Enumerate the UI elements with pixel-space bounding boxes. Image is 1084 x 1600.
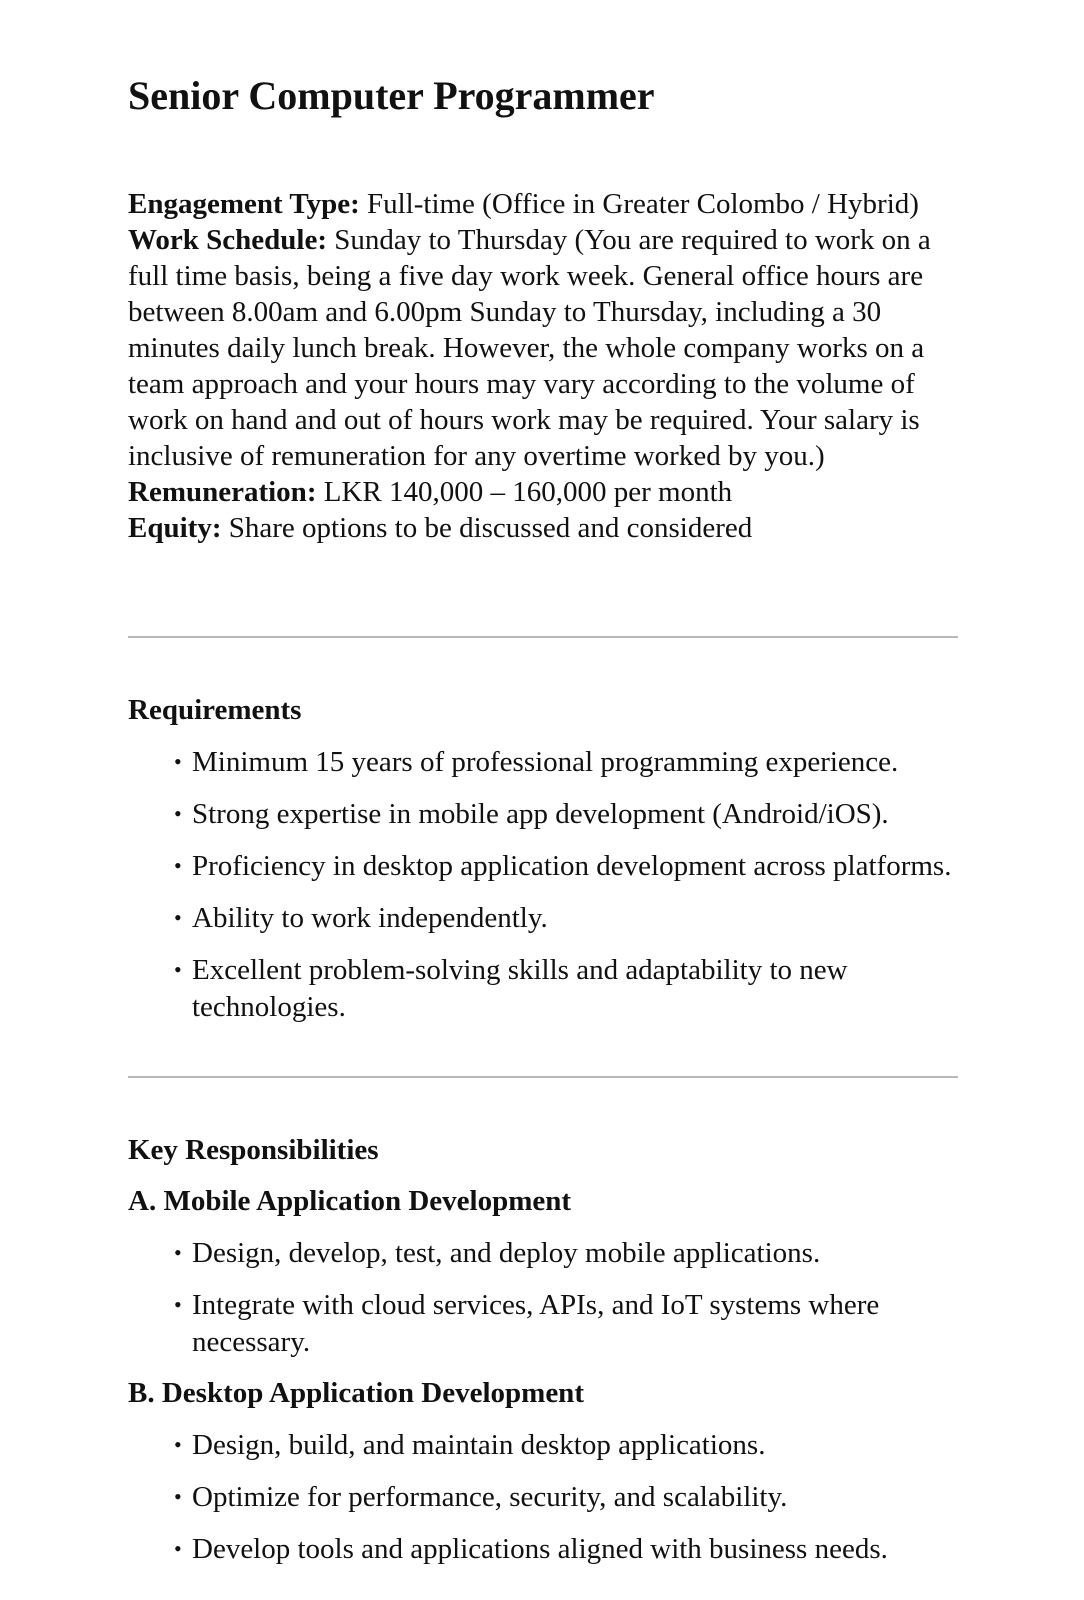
list-item [158, 795, 968, 833]
responsibilities-heading: Key Responsibilities [128, 1134, 379, 1166]
section-divider [128, 636, 958, 638]
list-item-text: Excellent problem-solving skills and adaptability to new technologies. [192, 954, 848, 1023]
list-item [158, 743, 968, 781]
list-item [158, 1530, 968, 1568]
equity [128, 510, 958, 546]
work-schedule-value: Sunday to Thursday (You are required to work on a full time basis, being a five day work week. General office hours are between 8.00am and 6.00pm Sunday to Thursday, including a 30 minutes daily lunch break. However, the whole company works on a team approach and your hours may vary according to the volume of work on hand and out of hours work may be required. Your salary is inclusive of remuneration for any overtime worked by you.) [128, 224, 931, 472]
list-item [158, 1426, 968, 1464]
list-item-text: Design, build, and maintain desktop applications. [192, 1429, 766, 1461]
list-item-text: Ability to work independently. [192, 902, 548, 934]
bullet-icon: • [174, 905, 182, 930]
list-item-text: Minimum 15 years of professional programming experience. [192, 746, 899, 778]
bullet-icon: • [174, 749, 182, 774]
equity-label: Equity: [128, 512, 222, 544]
remuneration [128, 474, 958, 510]
list-item-text: Design, develop, test, and deploy mobile applications. [192, 1237, 821, 1269]
list-item-text: Develop tools and applications aligned with business needs. [192, 1533, 888, 1565]
remuneration-label: Remuneration: [128, 476, 317, 508]
mobile-development-heading: A. Mobile Application Development [128, 1185, 572, 1217]
engagement-type-label: Engagement Type: [128, 188, 360, 220]
bullet-icon: • [174, 1292, 182, 1317]
list-item [158, 1286, 968, 1361]
desktop-development-heading: B. Desktop Application Development [128, 1377, 584, 1409]
engagement-type [128, 186, 958, 222]
bullet-icon: • [174, 801, 182, 826]
section-divider [128, 1076, 958, 1078]
remuneration-value: LKR 140,000 – 160,000 per month [323, 476, 733, 508]
engagement-type-value: Full-time (Office in Greater Colombo / Hybrid) [366, 188, 919, 220]
bullet-icon: • [174, 957, 182, 982]
list-item-text: Strong expertise in mobile app development (Android/iOS). [192, 798, 889, 830]
list-item [158, 951, 968, 1026]
list-item [158, 1478, 968, 1516]
bullet-icon: • [174, 1432, 182, 1457]
page-title: Senior Computer Programmer [128, 73, 655, 118]
list-item [158, 899, 968, 937]
work-schedule [128, 222, 958, 474]
list-item-text: Integrate with cloud services, APIs, and IoT systems where necessary. [192, 1289, 880, 1358]
job-details [128, 186, 958, 546]
list-item-text: Proficiency in desktop application development across platforms. [192, 850, 952, 882]
mobile-responsibilities-list [158, 1234, 968, 1375]
equity-value: Share options to be discussed and considered [228, 512, 753, 544]
bullet-icon: • [174, 1536, 182, 1561]
work-schedule-label: Work Schedule: [128, 224, 327, 256]
requirements-list [158, 743, 968, 1040]
list-item [158, 847, 968, 885]
bullet-icon: • [174, 853, 182, 878]
list-item [158, 1234, 968, 1272]
bullet-icon: • [174, 1484, 182, 1509]
desktop-responsibilities-list [158, 1426, 968, 1582]
requirements-heading: Requirements [128, 694, 302, 726]
bullet-icon: • [174, 1240, 182, 1265]
list-item-text: Optimize for performance, security, and scalability. [192, 1481, 788, 1513]
